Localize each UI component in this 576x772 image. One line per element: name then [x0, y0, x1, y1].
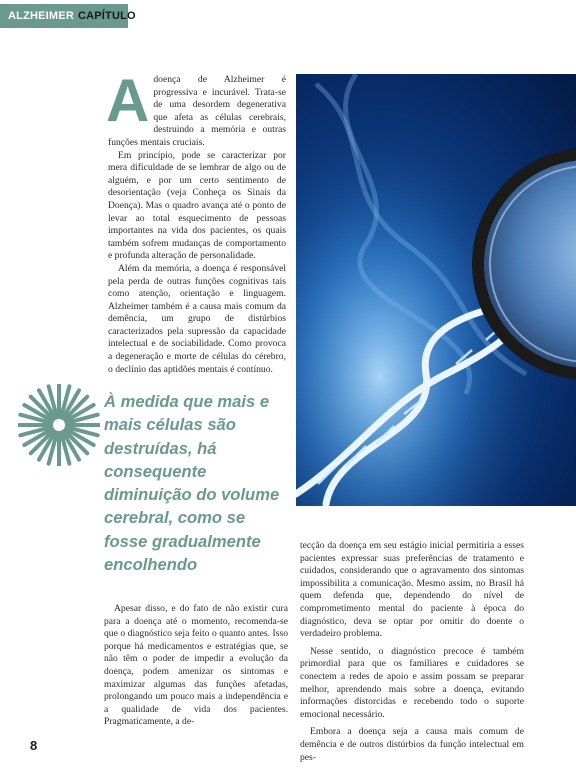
dna-illustration-image — [296, 74, 576, 506]
left-bottom-paragraph-1: Apesar disso, e do fato de não existir cura para a doença até o momento, recomenda-se que o diagnóstico seja feito o quanto antes. Isso porque há medicamentos e estratégias que, se não têm o poder de impedir a evolução da doença, podem amenizar os sintomas e maximizar algumas das funções afetadas, prolongando um pouco mais a independência e a qualidade de vida dos pacientes. Pragmaticamente, a de- — [104, 603, 288, 728]
chapter-header-tab — [0, 4, 149, 28]
pull-quote: À medida que mais e mais células são destruídas, há consequente diminuição do volume cerebral, como se fosse gradualmente encolhendo — [104, 392, 280, 575]
page-number: 8 — [30, 738, 38, 753]
dna-helix-illustration — [296, 74, 576, 506]
right-bottom-paragraph-2: Nesse sentido, o diagnóstico precoce é também primordial para que os familiares e cuidadores se conectem a redes de apoio e assim possam se preparar melhor, aprendendo mais sobre a doença, evitando informações distorcidas e recebendo todo o suporte emocional necessário. — [300, 645, 524, 720]
intro-paragraph-3: Além da memória, a doença é responsável pela perda de outras funções cognitivas tais como atenção, orientação e linguagem. Alzheimer também é a causa mais comum da demência, um grupo de distúrbios caracterizados pela supressão da capacidade intelectual e de sociabilidade. Como provoca a degeneração e morte de células do cérebro, o declínio das aptidões mentais é contínuo. — [108, 262, 286, 375]
right-bottom-paragraph-1: tecção da doença em seu estágio inicial permitiria a esses pacientes expressar suas preferências de tratamento e cuidados, considerando que o agravamento dos sintomas impossibilita a comunicação. Mesmo assim, no Brasil há quem defenda que, dependendo do nível de comprometimento mental do paciente à época do diagnóstico, deva se optar por omitir do doente o verdadeiro problema. — [300, 540, 524, 640]
right-bottom-paragraph-3: Embora a doença seja a causa mais comum de demência e de outros distúrbios da função intelectual em pes- — [300, 726, 524, 763]
header-section: ALZHEIMER — [8, 10, 74, 22]
dropcap: A — [106, 67, 150, 134]
left-bottom-column — [104, 603, 288, 729]
intro-paragraph-2: Em princípio, pode se caracterizar por mera dificuldade de se lembrar de algo ou de alguém, e por um certo sentimento de desorientação (veja Conheça os Sinais da Doença). Mas o quadro avança até o ponto de levar ao total esquecimento de pessoas importantes na vida dos pacientes, os quais também sofrem mudanças de comportamento e profunda alteração de personalidade. — [108, 149, 286, 262]
header-chapter: CAPÍTULO — [77, 10, 136, 22]
intro-column — [106, 67, 286, 376]
starburst-ornament — [18, 384, 100, 466]
header-chapter-number: 1 — [141, 10, 149, 22]
intro-paragraph-1: doença de Alzheimer é progressiva e incurável. Trata-se de uma desordem degenerativa que afeta as células cerebrais, destruindo a memória e outras funções mentais cruciais. — [108, 74, 286, 148]
right-bottom-column — [300, 540, 524, 769]
